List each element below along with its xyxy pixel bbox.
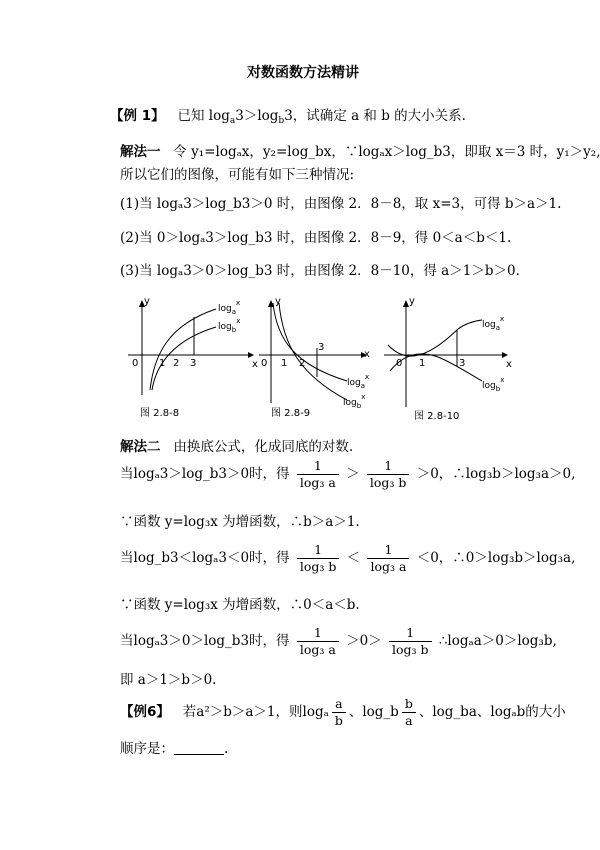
- curve-log-b: [390, 354, 482, 381]
- fraction-numerator: 1: [367, 542, 409, 559]
- row-2-conclusion: ＜0，∴0＞log₃b＞log₃a,: [416, 550, 576, 566]
- figure-2-8-9: [255, 295, 380, 425]
- curve-b-label: [343, 393, 365, 410]
- fraction-numerator: 1: [297, 458, 339, 475]
- row-3-conclusion: ∴logₐa＞0＞log₃b,: [438, 633, 557, 649]
- fraction-1: [297, 458, 339, 491]
- fraction-numerator: a: [332, 696, 346, 713]
- fraction-1: [297, 542, 340, 575]
- method-1-case-1: (1)当 logₐ3＞log_b3＞0 时，由图像 2．8－8，取 x=3，可得 b＞a＞1.: [120, 196, 562, 212]
- curve-b-log: log: [218, 322, 232, 332]
- tick-1: 1: [281, 358, 288, 369]
- row-1-conclusion: ＞0，∴log₃b＞log₃a＞0,: [416, 466, 576, 482]
- curve-b-log: log: [482, 381, 496, 391]
- x-label: x: [252, 359, 258, 370]
- comparison-operator: ＜: [346, 550, 361, 566]
- curve-log-a: [273, 303, 347, 381]
- fraction-numerator: 1: [389, 625, 432, 642]
- tick-2: 2: [299, 358, 306, 369]
- method-2-row-1: [120, 458, 575, 491]
- curve-b-sub: b: [356, 402, 362, 410]
- example-6-period: .: [224, 741, 229, 757]
- example-6-line-2: [120, 737, 228, 757]
- answer-blank[interactable]: [174, 742, 224, 755]
- curve-a-sub: a: [360, 382, 366, 390]
- fraction-denominator: log₃ a: [299, 475, 336, 490]
- origin-label: 0: [261, 358, 268, 369]
- example-6-text-3: 、log_ba、logₐb的大小: [418, 704, 566, 720]
- example-1-statement: [110, 104, 466, 126]
- example-6-statement: [120, 696, 566, 729]
- method-2-intro: [120, 435, 353, 455]
- y-label: y: [409, 296, 415, 307]
- curve-a-log: log: [347, 378, 361, 388]
- fraction-denominator: log₃ a: [299, 642, 336, 657]
- curve-a-sub: a: [231, 308, 237, 316]
- origin-label: 0: [132, 358, 139, 369]
- fraction-numerator: 1: [367, 458, 410, 475]
- curve-log-a: [150, 309, 216, 390]
- x-axis-arrow: [248, 352, 254, 358]
- tick-1: 1: [419, 358, 426, 369]
- fraction-b-over-a: [402, 696, 416, 729]
- fraction-numerator: 1: [297, 625, 339, 642]
- example-6-text-1: 若a²＞b＞a＞1，则logₐ: [182, 704, 329, 720]
- curve-a-sup: x: [500, 315, 505, 323]
- y-label: y: [275, 296, 281, 307]
- method-2-row-3: [120, 625, 557, 658]
- curve-a-sub: a: [495, 324, 501, 332]
- page-title: 对数函数方法精讲: [247, 65, 359, 81]
- tick-1: 1: [159, 358, 166, 369]
- sub-b: b: [278, 116, 285, 126]
- comparison-operator: ＞0＞: [346, 633, 382, 649]
- row-2-condition: 当log_b3＜logₐ3＜0时，得: [120, 550, 290, 566]
- curve-b-label: [482, 376, 504, 393]
- curve-a-label: [218, 299, 240, 316]
- curve-a-label: [482, 315, 504, 332]
- method-2-row-1-result: ∵函数 y=log₃x 为增函数，∴b＞a＞1.: [120, 514, 360, 530]
- fraction-denominator: log₃ a: [370, 559, 407, 574]
- fraction-numerator: 1: [297, 542, 340, 559]
- fraction-2: [367, 458, 410, 491]
- tick-3: 3: [459, 358, 466, 369]
- curve-b-sup: x: [500, 376, 505, 384]
- origin-label: 0: [396, 358, 403, 369]
- example-1-mid: 3＞log: [235, 108, 279, 124]
- fraction-2: [367, 542, 409, 575]
- fraction-2: [389, 625, 432, 658]
- figure-caption: 图 2.8-8: [140, 408, 180, 419]
- example-6-answer-prompt: 顺序是：: [120, 741, 174, 757]
- curve-b-sub: b: [231, 326, 237, 334]
- curve-b-label: [218, 317, 240, 334]
- method-1-label: 解法一: [120, 144, 161, 160]
- curve-a-sup: x: [365, 373, 370, 381]
- fraction-numerator: b: [402, 696, 416, 713]
- curve-a-label: [347, 373, 369, 390]
- fraction-denominator: log₃ b: [299, 559, 337, 574]
- method-2-row-2: [120, 542, 575, 575]
- example-1-label: 【例 1】: [110, 108, 165, 124]
- x-axis-arrow: [502, 352, 508, 358]
- tick-3: 3: [318, 342, 325, 353]
- curve-a-log: log: [218, 304, 232, 314]
- curve-b-sub: b: [495, 385, 501, 393]
- fraction-denominator: log₃ b: [369, 475, 407, 490]
- tick-3: 3: [190, 358, 197, 369]
- figure-caption: 图 2.8-9: [271, 408, 311, 419]
- method-1-case-3: (3)当 logₐ3＞0＞log_b3 时，由图像 2．8－10，得 a＞1＞b＞0.: [120, 263, 520, 279]
- curve-a-log: log: [482, 320, 496, 330]
- row-3-condition: 当logₐ3＞0＞log_b3时，得: [120, 633, 290, 649]
- curve-log-a: [388, 320, 482, 356]
- example-6-text-2: 、log_b: [348, 704, 399, 720]
- x-label: x: [506, 359, 512, 370]
- method-2-intro-text: 由换底公式，化成同底的对数.: [173, 439, 354, 455]
- fraction-1: [297, 625, 339, 658]
- curve-a-sup: x: [236, 299, 241, 307]
- x-label: x: [364, 349, 370, 360]
- method-1-line-2: 所以它们的图像，可能有如下三种情况:: [120, 167, 355, 183]
- fraction-denominator: b: [334, 713, 343, 728]
- sub-a: a: [229, 116, 236, 126]
- curve-b-sup: x: [361, 393, 366, 401]
- comparison-operator: ＞: [346, 466, 360, 482]
- tick-2: 2: [173, 358, 180, 369]
- method-1-line-1: [120, 140, 600, 160]
- method-1-case-2: (2)当 0＞logₐ3＞log_b3 时，由图像 2．8－9，得 0＜a＜b＜1.: [120, 230, 512, 246]
- curve-log-b: [279, 303, 347, 400]
- example-6-label: 【例6】: [120, 704, 170, 720]
- curve-b-log: log: [343, 398, 357, 408]
- y-label: y: [144, 296, 150, 307]
- method-2-row-3-result: 即 a＞1＞b＞0.: [120, 672, 217, 688]
- curve-b-sup: x: [236, 317, 241, 325]
- method-2-row-2-result: ∵函数 y=log₃x 为增函数，∴0＜a＜b.: [120, 597, 360, 613]
- example-1-suffix: 3，试确定 a 和 b 的大小关系.: [284, 108, 466, 124]
- row-1-condition: 当logₐ3＞log_b3＞0时，得: [120, 466, 290, 482]
- example-1-text: 已知 log: [177, 108, 230, 124]
- method-2-label: 解法二: [120, 439, 161, 455]
- figure-2-8-8: [118, 295, 258, 425]
- fraction-denominator: log₃ b: [392, 642, 429, 657]
- method-1-text: 令 y₁=logₐx，y₂=log_bx，∵logₐx＞log_b3，即取 x＝3 时，y₁＞y₂,: [173, 144, 600, 160]
- figure-2-8-10: [378, 295, 518, 430]
- fraction-a-over-b: [332, 696, 346, 729]
- fraction-denominator: a: [405, 713, 413, 728]
- figure-caption: 图 2.8-10: [414, 411, 460, 422]
